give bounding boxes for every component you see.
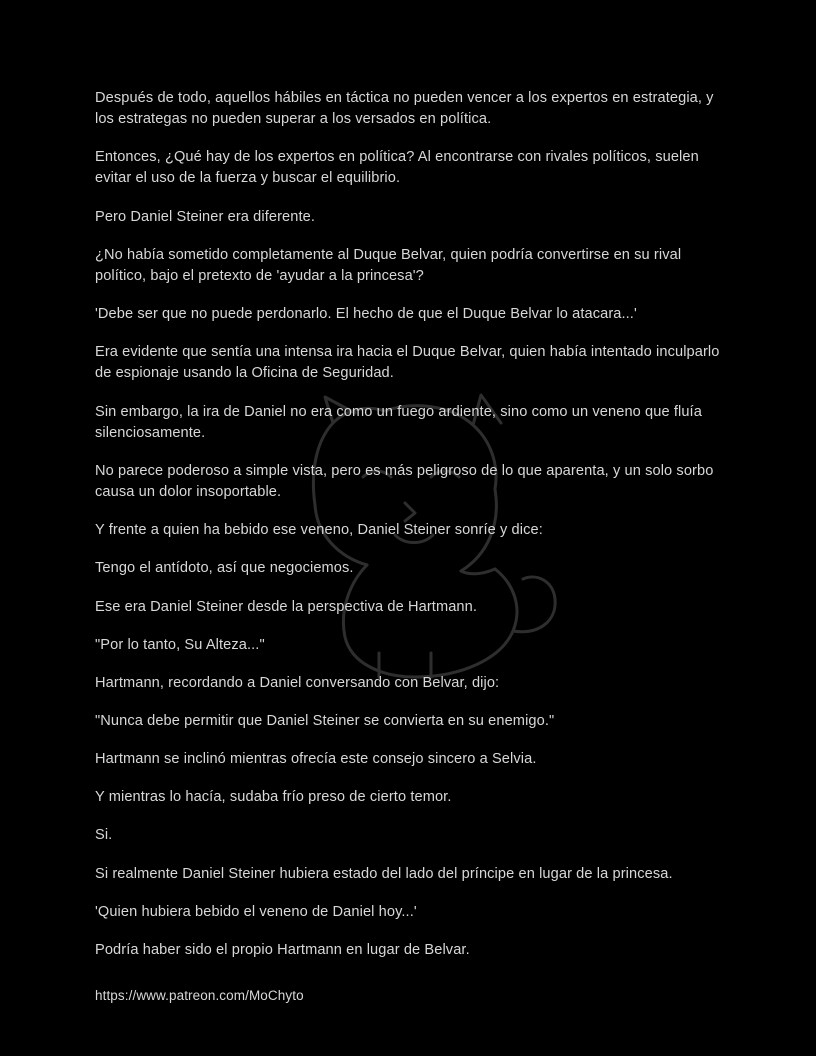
paragraph: Entonces, ¿Qué hay de los expertos en política? Al encontrarse con rivales políticos, suelen evitar el uso de la fuerza y buscar el equilibrio.: [95, 149, 703, 187]
paragraph: Si realmente Daniel Steiner hubiera estado del lado del príncipe en lugar de la princesa.: [95, 865, 673, 882]
paragraph: "Nunca debe permitir que Daniel Steiner se convierta en su enemigo.": [95, 712, 555, 729]
paragraph: Y frente a quien ha bebido ese veneno, Daniel Steiner sonríe y dice:: [95, 522, 543, 539]
patreon-link[interactable]: https://www.patreon.com/MoChyto: [95, 988, 304, 1003]
paragraph: Tengo el antídoto, así que negociemos.: [95, 560, 354, 577]
paragraph: Podría haber sido el propio Hartmann en lugar de Belvar.: [95, 941, 470, 958]
paragraph: Y mientras lo hacía, sudaba frío preso de cierto temor.: [95, 789, 452, 806]
paragraph: 'Quien hubiera bebido el veneno de Daniel hoy...': [95, 903, 417, 920]
paragraph: Hartmann, recordando a Daniel conversando con Belvar, dijo:: [95, 674, 500, 691]
paragraph: "Por lo tanto, Su Alteza...": [95, 636, 265, 653]
document-body: [95, 88, 725, 978]
paragraph: No parece poderoso a simple vista, pero es más peligroso de lo que aparenta, y un solo sorbo causa un dolor insoportable.: [95, 462, 718, 501]
paragraph: 'Debe ser que no puede perdonarlo. El hecho de que el Duque Belvar lo atacara...': [95, 306, 637, 323]
paragraph: Ese era Daniel Steiner desde la perspectiva de Hartmann.: [95, 598, 478, 615]
paragraph: Era evidente que sentía una intensa ira hacia el Duque Belvar, quien había intentado inculparlo de espionaje usando la Oficina de Seguridad.: [95, 344, 724, 382]
paragraph: Hartmann se inclinó mientras ofrecía este consejo sincero a Selvia.: [95, 751, 537, 768]
paragraph: Después de todo, aquellos hábiles en táctica no pueden vencer a los expertos en estrategia, y los estrategas no pueden superar a los versados en política.: [95, 90, 718, 128]
paragraph: Pero Daniel Steiner era diferente.: [95, 208, 315, 225]
paragraph: ¿No había sometido completamente al Duque Belvar, quien podría convertirse en su rival político, bajo el pretexto de 'ayudar a la princesa'?: [95, 246, 686, 284]
paragraph: Sin embargo, la ira de Daniel no era como un fuego ardiente, sino como un veneno que fluía silenciosamente.: [95, 403, 707, 441]
paragraph: Si.: [95, 827, 113, 844]
